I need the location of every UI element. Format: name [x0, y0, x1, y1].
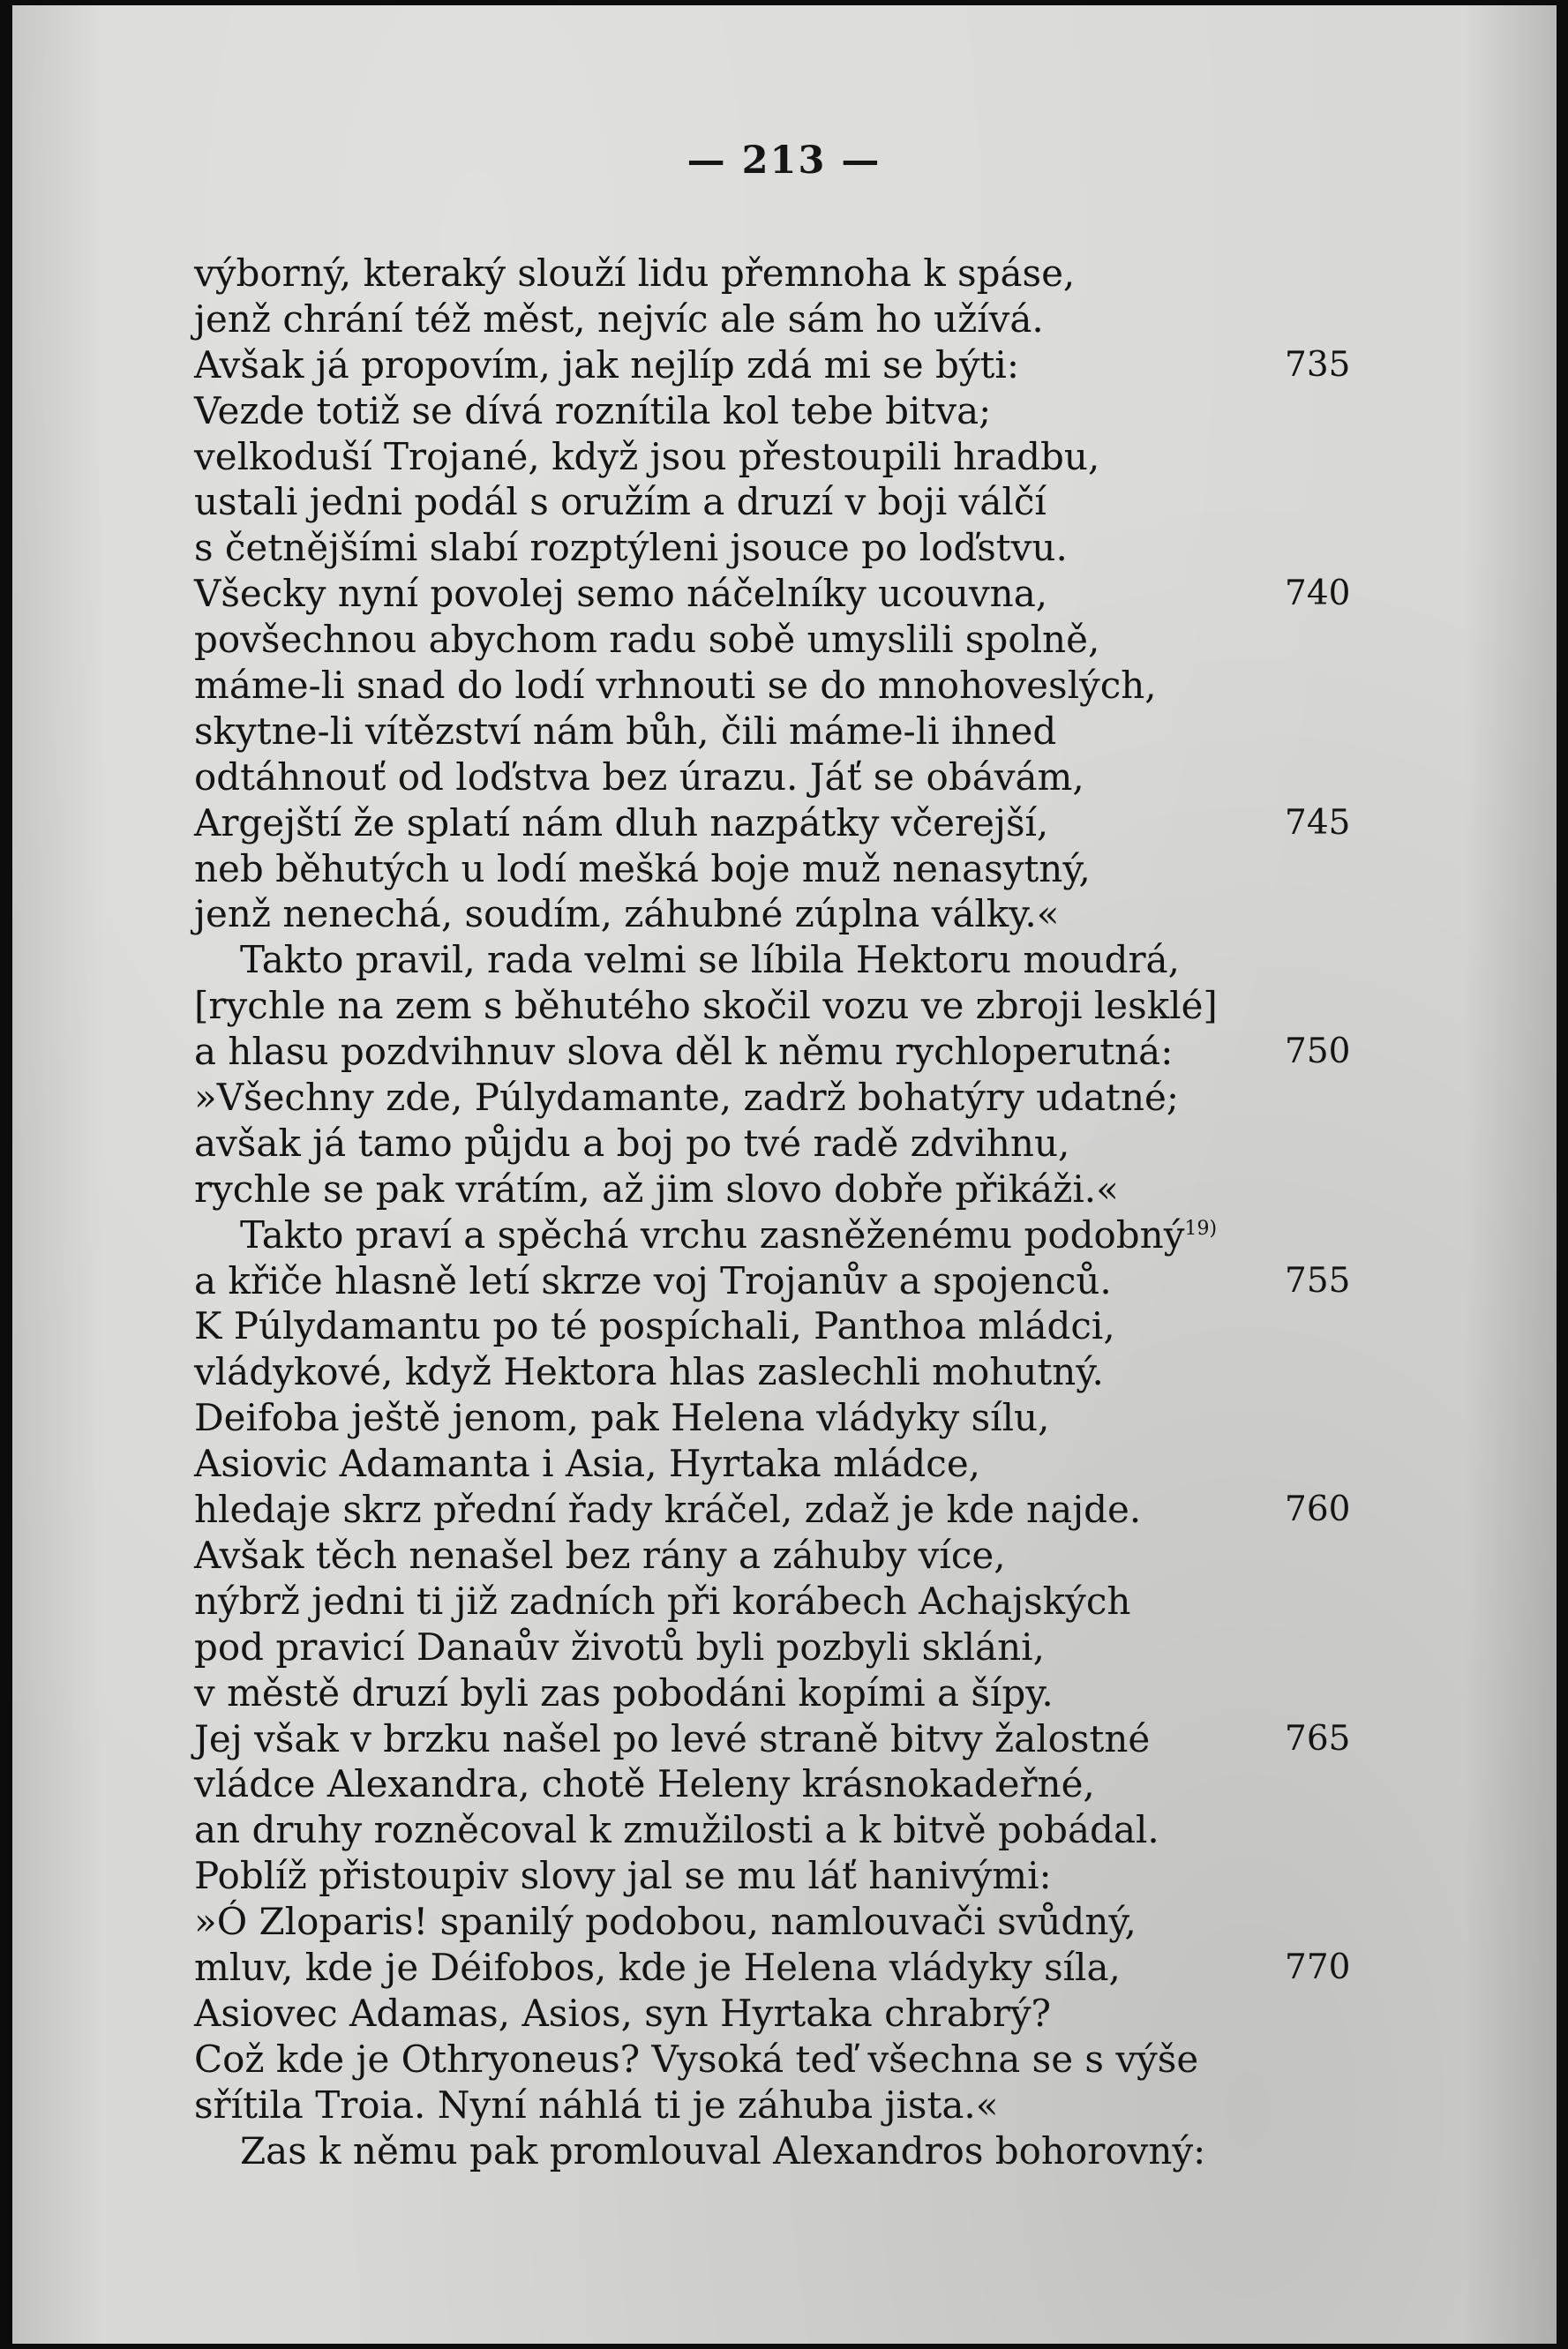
- verse-line: [194, 1029, 1359, 1075]
- verse-text: Argejští že splatí nám dluh nazpátky včerejší,: [194, 800, 1049, 844]
- verse-line: [194, 1533, 1359, 1579]
- verse-text: an druhy rozněcoval k zmužilosti a k bitvě pobádal.: [194, 1808, 1159, 1852]
- verse-text: »Všechny zde, Púlydamante, zadrž bohatýry udatné;: [194, 1076, 1179, 1120]
- line-number: 755: [1285, 1260, 1351, 1301]
- verse-text: máme-li snad do lodí vrhnouti se do mnohoveslých,: [194, 664, 1157, 708]
- verse-text: v městě druzí byli zas pobodáni kopími a šípy.: [194, 1670, 1054, 1715]
- verse-text: a hlasu pozdvihnuv slova děl k němu rychloperutná:: [194, 1030, 1174, 1074]
- verse-text: K Púlydamantu po té pospíchali, Panthoa mládci,: [194, 1304, 1115, 1348]
- verse-text: Takto pravil, rada velmi se líbila Hektoru moudrá,: [240, 938, 1180, 982]
- verse-line: [194, 754, 1359, 800]
- verse-text: výborný, kteraký slouží lidu přemnoha k spáse,: [194, 251, 1076, 295]
- verse-line: [194, 296, 1359, 342]
- verse-line: [194, 1899, 1359, 1945]
- verse-text: velkoduší Trojané, když jsou přestoupili hradbu,: [194, 434, 1100, 478]
- verse-line: [194, 663, 1359, 709]
- verse-text: povšechnou abychom radu sobě umyslili spolně,: [194, 618, 1100, 662]
- verse-text: »Ó Zloparis! spanilý podobou, namlouvači svůdný,: [194, 1900, 1137, 1944]
- line-number: 740: [1285, 574, 1351, 614]
- verse-line: [194, 1945, 1359, 1991]
- line-number: 735: [1285, 344, 1351, 385]
- verse-text: vládykové, když Hektora hlas zaslechli mohutný.: [194, 1350, 1104, 1394]
- line-number: 750: [1285, 1032, 1351, 1072]
- verse-text: pod pravicí Danaův životů byli pozbyli skláni,: [194, 1625, 1045, 1669]
- line-number: 770: [1285, 1947, 1351, 1987]
- verse-line: [194, 1258, 1359, 1304]
- verse-line: [194, 1807, 1359, 1853]
- verse-text: rychle se pak vrátím, až jim slovo dobře přikáži.«: [194, 1167, 1119, 1211]
- verse-line: [194, 1716, 1359, 1762]
- verse-text: Asiovec Adamas, Asios, syn Hyrtaka chrabrý?: [194, 1991, 1052, 2035]
- verse-text: hledaje skrz přední řady kráčel, zdaž je kde najde.: [194, 1488, 1142, 1532]
- verse-line: [194, 709, 1359, 754]
- verse-text: Všecky nyní povolej semo náčelníky ucouvna,: [194, 572, 1048, 616]
- verse-line: [194, 1212, 1359, 1258]
- verse-text: Vezde totiž se dívá roznítila kol tebe bitva;: [194, 388, 992, 432]
- line-number: 760: [1285, 1490, 1351, 1530]
- verse-line: [194, 617, 1359, 663]
- verse-line: [194, 571, 1359, 617]
- verse-line: [194, 388, 1359, 434]
- verse-text: Což kde je Othryoneus? Vysoká teď všechna se s výše: [194, 2037, 1199, 2081]
- verse-text: nýbrž jedni ti již zadních při korábech Achajských: [194, 1579, 1131, 1623]
- verse-line: [194, 525, 1359, 571]
- verse-line: [194, 1441, 1359, 1487]
- verse-text: s četnějšími slabí rozptýleni jsouce po loďstvu.: [194, 526, 1068, 570]
- verse-block: [194, 251, 1359, 2173]
- verse-text: Jej však v brzku našel po levé straně bitvy žalostné: [194, 1716, 1151, 1760]
- verse-text: Poblíž přistoupiv slovy jal se mu láť hanivými:: [194, 1854, 1052, 1898]
- verse-text: Asiovic Adamanta i Asia, Hyrtaka mládce,: [194, 1442, 981, 1486]
- verse-text: a křiče hlasně letí skrze voj Trojanův a spojenců.: [194, 1258, 1112, 1302]
- verse-line: [194, 1853, 1359, 1899]
- verse-text: mluv, kde je Déifobos, kde je Helena vládyky síla,: [194, 1945, 1121, 1989]
- verse-line: [194, 251, 1359, 296]
- verse-line: [194, 2128, 1359, 2174]
- verse-line: [194, 2083, 1359, 2128]
- verse-text: jenž nenechá, soudím, záhubné zúplna války.«: [194, 892, 1060, 936]
- verse-text: vládce Alexandra, chotě Heleny krásnokadeřné,: [194, 1762, 1095, 1806]
- verse-line: [194, 1303, 1359, 1349]
- footnote-marker: 19): [1184, 1217, 1218, 1240]
- verse-text: Takto praví a spěchá vrchu zasněženému podobný: [240, 1212, 1185, 1257]
- line-number: 745: [1285, 802, 1351, 843]
- verse-text: Avšak já propovím, jak nejlíp zdá mi se býti:: [194, 342, 1020, 386]
- verse-text: neb běhutých u lodí mešká boje muž nenasytný,: [194, 846, 1091, 890]
- verse-text: Deifoba ještě jenom, pak Helena vládyky sílu,: [194, 1396, 1050, 1440]
- verse-line: [194, 1670, 1359, 1716]
- verse-line: [194, 1579, 1359, 1625]
- verse-line: [194, 434, 1359, 480]
- verse-text: odtáhnouť od loďstva bez úrazu. Jáť se obávám,: [194, 754, 1084, 799]
- verse-text: avšak já tamo půjdu a boj po tvé radě zdvihnu,: [194, 1121, 1070, 1165]
- verse-text: Avšak těch nenašel bez rány a záhuby více,: [194, 1533, 1006, 1577]
- verse-line: [194, 1487, 1359, 1533]
- verse-line: [194, 937, 1359, 983]
- verse-text: [rychle na zem s běhutého skočil vozu ve zbroji lesklé]: [194, 984, 1218, 1028]
- verse-line: [194, 479, 1359, 525]
- verse-line: [194, 983, 1359, 1029]
- page-number: — 213 —: [686, 139, 882, 183]
- verse-line: [194, 1121, 1359, 1167]
- verse-text: jenž chrání též měst, nejvíc ale sám ho užívá.: [194, 296, 1044, 341]
- verse-line: [194, 342, 1359, 388]
- verse-text: ustali jedni podál s oružím a druzí v boji válčí: [194, 480, 1047, 524]
- verse-text: sřítila Troia. Nyní náhlá ti je záhuba jista.«: [194, 2083, 999, 2127]
- line-number: 765: [1285, 1718, 1351, 1759]
- verse-text: skytne-li vítězství nám bůh, čili máme-li ihned: [194, 709, 1057, 753]
- verse-line: [194, 1075, 1359, 1121]
- verse-line: [194, 800, 1359, 846]
- verse-text: Zas k němu pak promlouval Alexandros bohorovný:: [240, 2128, 1206, 2173]
- verse-line: [194, 1761, 1359, 1807]
- verse-line: [194, 1625, 1359, 1670]
- verse-line: [194, 2037, 1359, 2083]
- verse-line: [194, 1395, 1359, 1441]
- verse-line: [194, 891, 1359, 937]
- verse-line: [194, 1991, 1359, 2037]
- verse-line: [194, 1167, 1359, 1212]
- verse-line: [194, 846, 1359, 892]
- verse-line: [194, 1349, 1359, 1395]
